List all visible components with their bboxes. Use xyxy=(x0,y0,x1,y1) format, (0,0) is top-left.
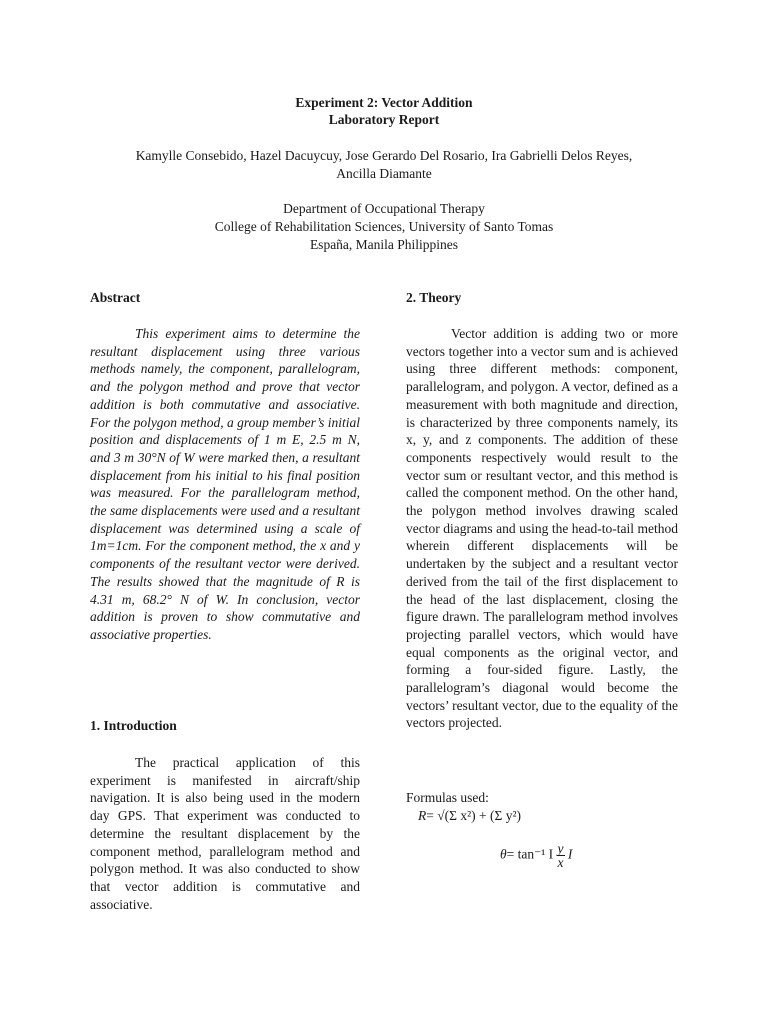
paper-subtitle: Laboratory Report xyxy=(328,112,440,127)
formulas-label: Formulas used: xyxy=(406,790,489,805)
resultant-formula-rhs: = √(Σ x²) + (Σ y²) xyxy=(426,808,522,823)
abstract-body xyxy=(90,325,360,644)
fraction-denominator: x xyxy=(557,855,564,870)
resultant-formula-lhs: R xyxy=(418,808,427,823)
resultant-formula xyxy=(418,808,521,824)
theory-heading: 2. Theory xyxy=(406,290,462,305)
abstract-paragraph: This experiment aims to determine the resultant displacement using three various methods namely, the component, parallelogram, and the polygon method and prove that vector addition is both commutative and associative. For the polygon method, a group member’s initial position and displacements of 1 m E, 2.5 m N, and 3 m 30°N of W were marked then, a resultant displacement from his initial to his final position was measured. For the parallelogram method, the same displacements were used and a resultant displacement was determined using a scale of 1m=1cm. For the component method, the x and y components of the resultant vector were derived. The results showed that the magnitude of R is 4.31 m, 68.2° N of W. In conclusion, vector addition is proven to show commutative and associative properties. xyxy=(90,326,360,642)
angle-formula xyxy=(500,842,572,869)
paper-title: Experiment 2: Vector Addition xyxy=(295,95,473,110)
angle-formula-fn: = tan⁻¹ I xyxy=(506,846,554,862)
authors-line-2: Ancilla Diamante xyxy=(336,166,432,181)
angle-formula-end: I xyxy=(567,846,573,862)
affiliation-college: College of Rehabilitation Sciences, University of Santo Tomas xyxy=(214,219,554,234)
introduction-body xyxy=(90,754,360,913)
fraction-numerator: y xyxy=(557,841,564,856)
affiliation-location: España, Manila Philippines xyxy=(309,237,459,252)
authors-line-1: Kamylle Consebido, Hazel Dacuycuy, Jose Gerardo Del Rosario, Ira Gabrielli Delos Reyes, xyxy=(135,148,633,163)
affiliation-department: Department of Occupational Therapy xyxy=(283,201,485,216)
introduction-heading: 1. Introduction xyxy=(90,718,177,733)
theory-paragraph: Vector addition is adding two or more vectors together into a vector sum and is achieved using three different methods: component, parallelogram, and polygon. A vector, defined as a measurement with both magnitude and direction, is characterized by three components namely, its x, y, and z components. The addition of these components respectively would result to the vector sum or resultant vector, and this method is called the component method. On the other hand, the polygon method involves drawing scaled vector diagrams and using the head-to-tail method wherein different displacements will be undertaken by the subject and a resultant vector derived from the tail of the first displacement to the head of the last displacement, closing the figure drawn. The parallelogram method involves projecting parallel vectors, which would have equal components as the original vector, and forming a four-sided figure. Lastly, the parallelogram’s diagonal would become the vectors’ resultant vector, due to the equality of the vectors projected. xyxy=(406,326,678,731)
angle-formula-fraction xyxy=(557,842,565,869)
angle-formula-lhs: θ xyxy=(500,846,507,862)
introduction-paragraph: The practical application of this experiment is manifested in aircraft/ship navigation. It is also being used in the modern day GPS. That experiment was conducted to determine the resultant displacement by the component method, parallelogram method and polygon method. It was also conducted to show that vector addition is commutative and associative. xyxy=(90,755,360,912)
abstract-heading: Abstract xyxy=(90,290,141,305)
theory-body xyxy=(406,325,678,732)
